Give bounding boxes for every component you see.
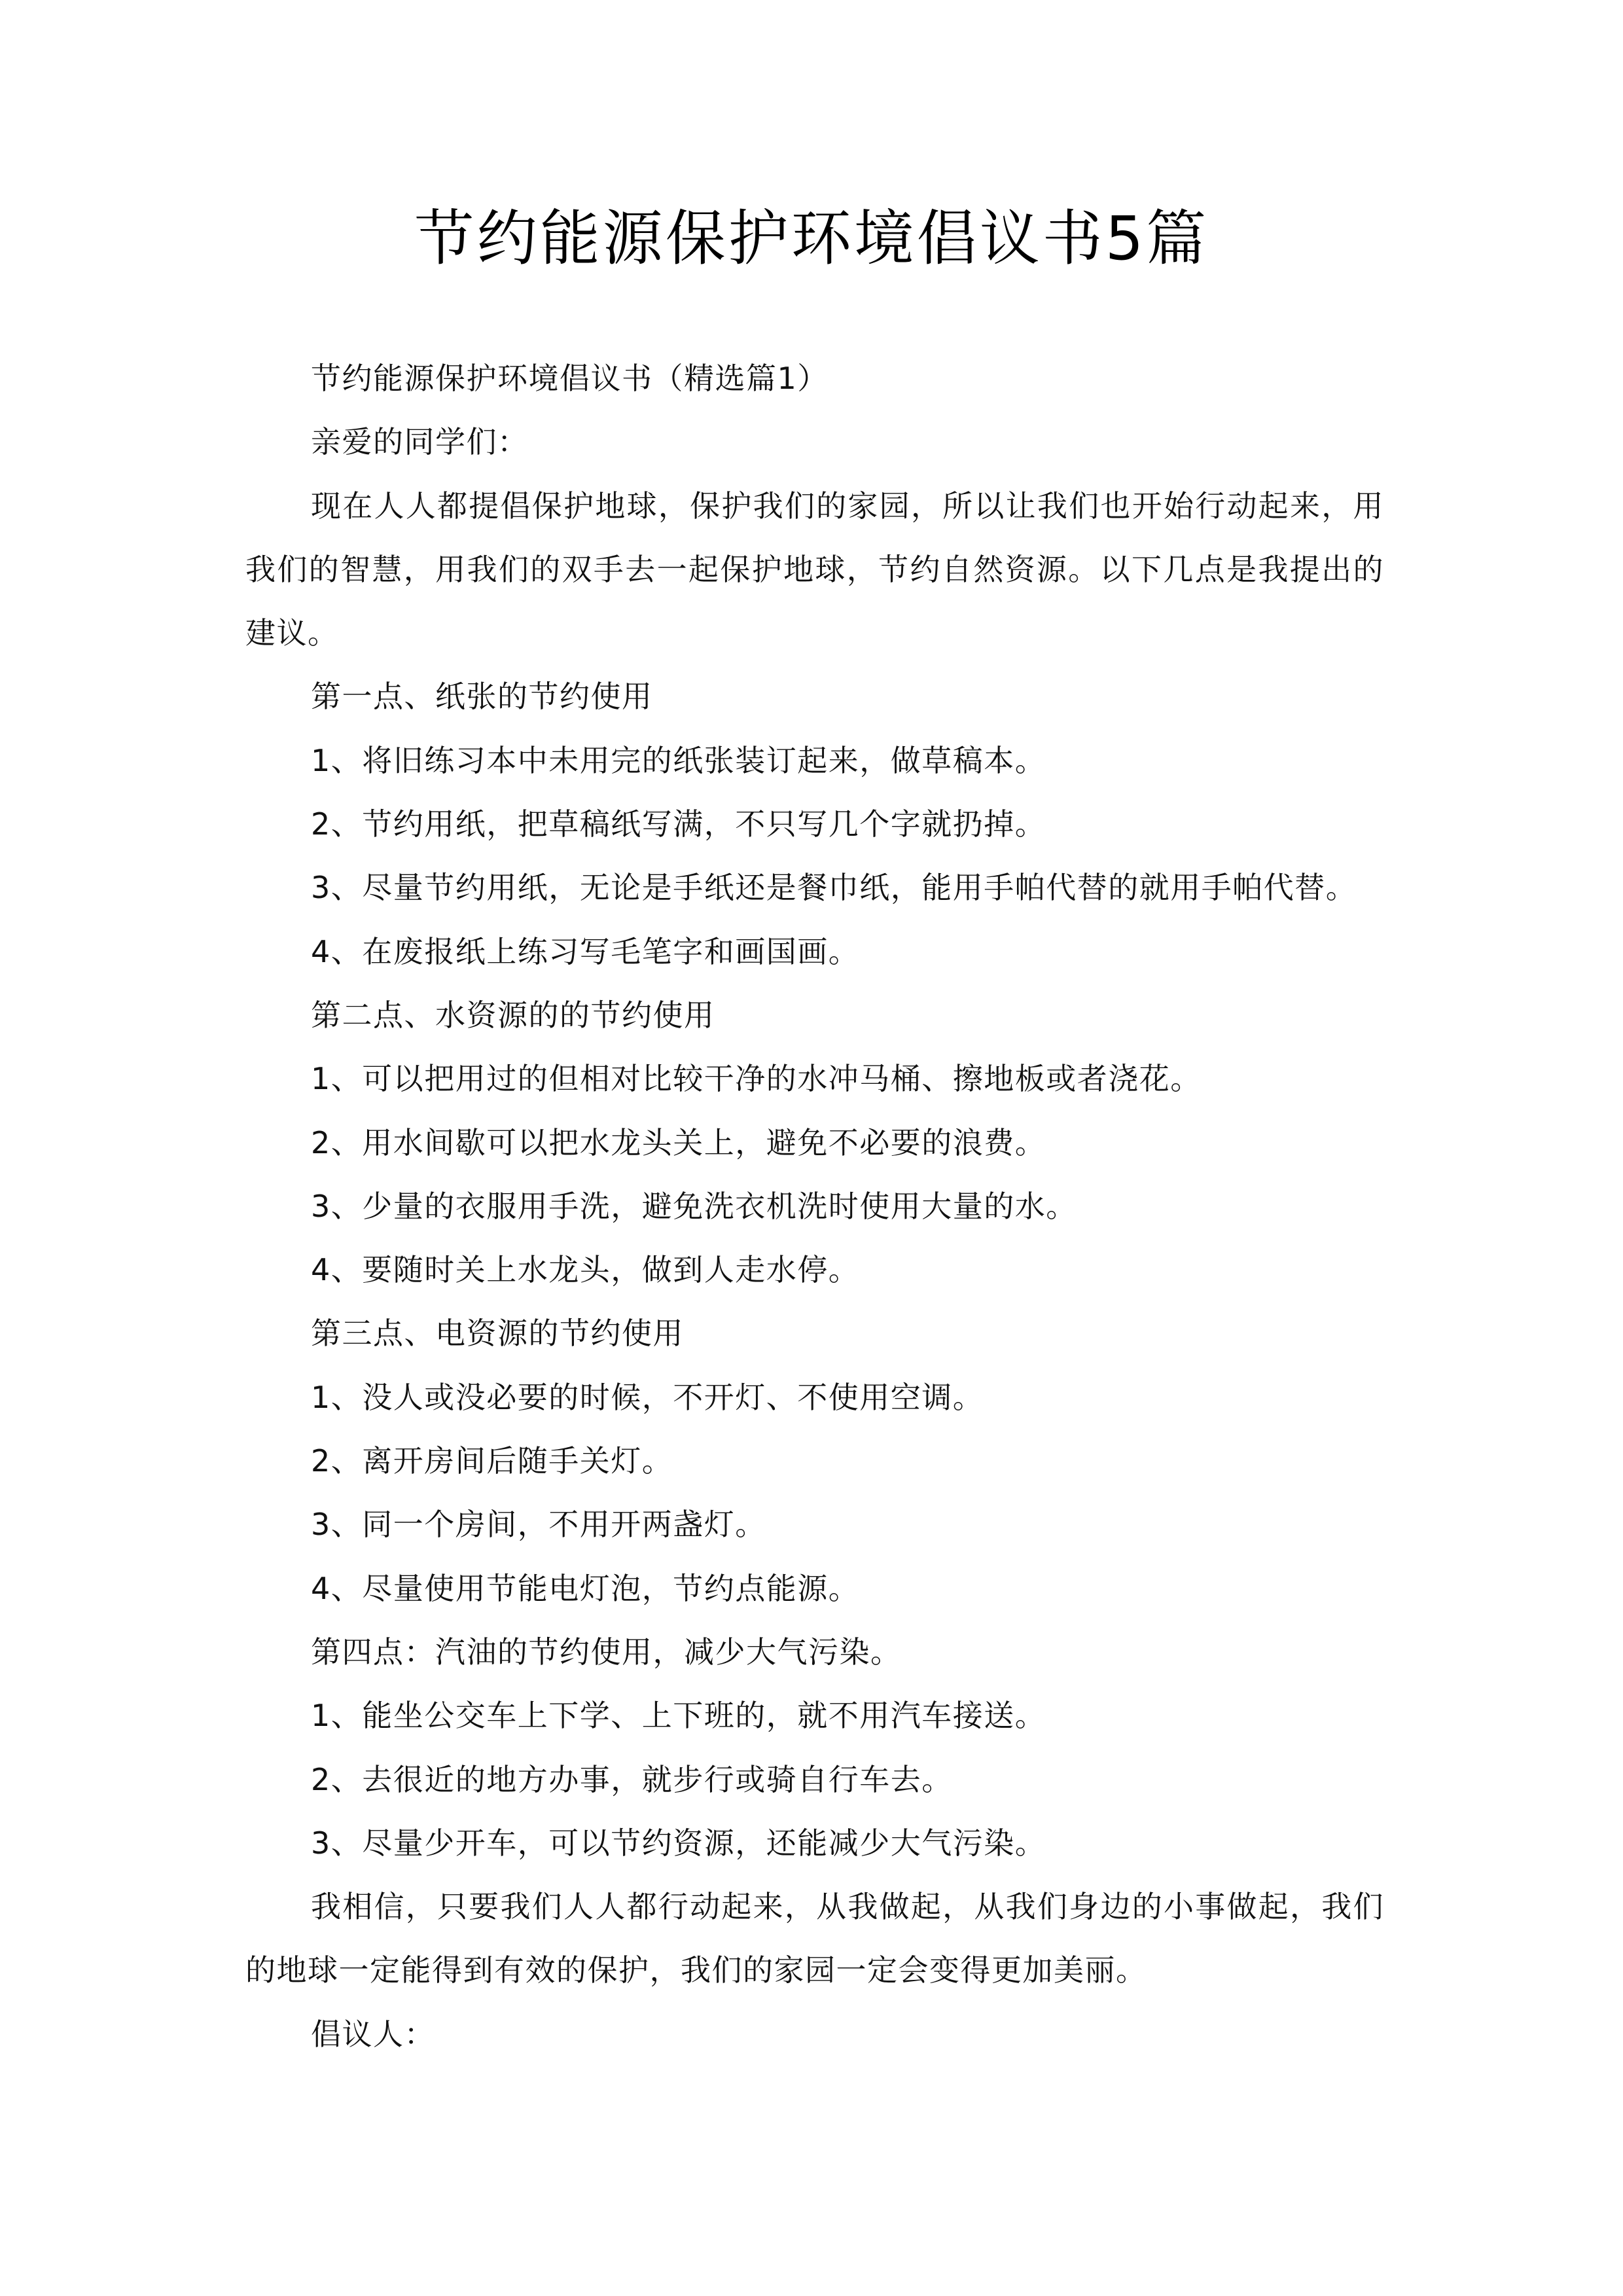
document-body <box>245 347 1384 2066</box>
signature-label: 倡议人： <box>311 2016 435 2052</box>
list-item: 2、节约用纸，把草稿纸写满，不只写几个字就扔掉。 <box>311 806 1046 842</box>
closing-paragraph: 我相信，只要我们人人都行动起来，从我做起，从我们身边的小事做起，我们的地球一定能得到有效的保护，我们的家园一定会变得更加美丽。 <box>245 1889 1384 1988</box>
list-item: 3、尽量少开车，可以节约资源，还能减少大气污染。 <box>311 1825 1046 1861</box>
document-title: 节约能源保护环境倡议书5篇 <box>414 204 1209 274</box>
list-item: 1、能坐公交车上下学、上下班的，就不用汽车接送。 <box>311 1698 1046 1734</box>
point-heading-paper: 第一点、纸张的节约使用 <box>311 679 653 715</box>
list-item: 3、同一个房间，不用开两盏灯。 <box>311 1507 766 1543</box>
list-item: 4、要随时关上水龙头，做到人走水停。 <box>311 1252 860 1288</box>
list-item: 4、在废报纸上练习写毛笔字和画国画。 <box>311 933 860 969</box>
list-item: 4、尽量使用节能电灯泡，节约点能源。 <box>311 1570 860 1606</box>
list-item: 2、用水间歇可以把水龙头关上，避免不必要的浪费。 <box>311 1124 1046 1160</box>
list-item: 1、将旧练习本中未用完的纸张装订起来，做草稿本。 <box>311 742 1046 778</box>
list-item: 3、尽量节约用纸，无论是手纸还是餐巾纸，能用手帕代替的就用手帕代替。 <box>311 870 1357 906</box>
salutation: 亲爱的同学们： <box>311 424 529 460</box>
point-heading-electricity: 第三点、电资源的节约使用 <box>311 1316 684 1352</box>
section-heading: 节约能源保护环境倡议书（精选篇1） <box>311 361 829 396</box>
point-heading-water: 第二点、水资源的的节约使用 <box>311 997 715 1033</box>
intro-paragraph: 现在人人都提倡保护地球，保护我们的家园，所以让我们也开始行动起来，用我们的智慧，用我们的双手去一起保护地球，节约自然资源。以下几点是我提出的建议。 <box>245 488 1384 651</box>
list-item: 1、可以把用过的但相对比较干净的水冲马桶、擦地板或者浇花。 <box>311 1061 1202 1097</box>
point-heading-gasoline: 第四点：汽油的节约使用，减少大气污染。 <box>311 1634 902 1670</box>
list-item: 2、离开房间后随手关灯。 <box>311 1443 673 1479</box>
list-item: 1、没人或没必要的时候，不开灯、不使用空调。 <box>311 1379 984 1415</box>
list-item: 2、去很近的地方办事，就步行或骑自行车去。 <box>311 1761 953 1797</box>
list-item: 3、少量的衣服用手洗，避免洗衣机洗时使用大量的水。 <box>311 1188 1077 1224</box>
